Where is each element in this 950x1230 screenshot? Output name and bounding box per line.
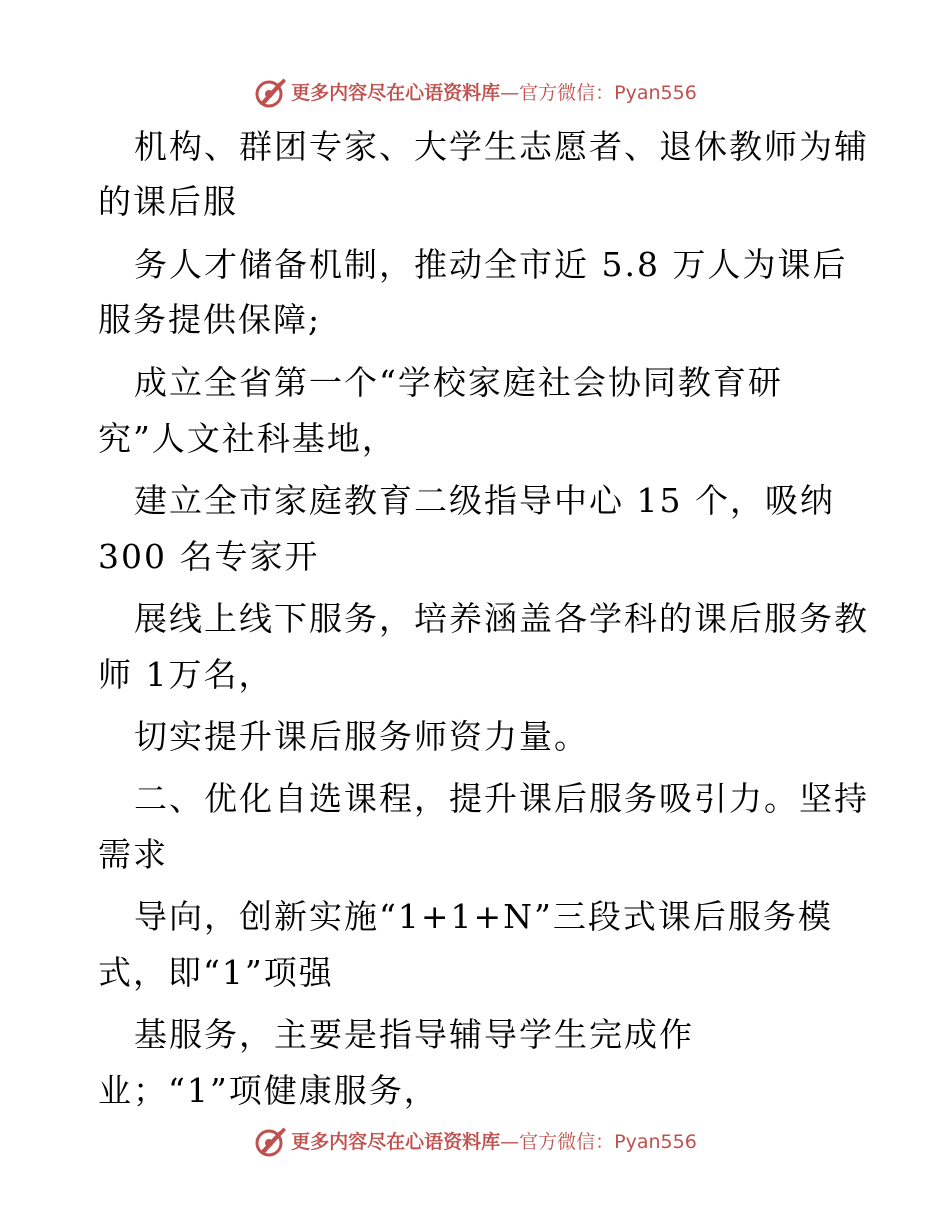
text-line: 展线上线下服务，培养涵盖各学科的课后服务教: [134, 599, 869, 638]
quill-pen-logo-icon: [253, 74, 289, 110]
text-line: 式，即“1”项强: [98, 953, 334, 992]
text-line: 300 名专家开: [98, 537, 320, 576]
text-line: 建立全市家庭教育二级指导中心 15 个，吸纳: [134, 481, 835, 520]
quill-pen-logo-icon: [253, 1123, 289, 1159]
text-line: 基服务，主要是指导辅导学生完成作: [134, 1015, 694, 1054]
watermark-text: 更多内容尽在心语资料库—官方微信：Pyan556: [291, 81, 697, 104]
text-line: 服务提供保障;: [98, 300, 322, 339]
text-line: 务人才储备机制，推动全市近 5.8 万人为课后: [134, 245, 848, 284]
header-watermark: [0, 71, 950, 111]
watermark-text: 更多内容尽在心语资料库—官方微信：Pyan556: [291, 1130, 697, 1153]
text-line: 需求: [98, 835, 168, 874]
text-line: 机构、群团专家、大学生志愿者、退休教师为辅: [134, 127, 869, 166]
text-line: 的课后服: [98, 182, 238, 221]
text-line: 切实提升课后服务师资力量。: [134, 717, 589, 756]
text-line: 究”人文社科基地，: [98, 419, 397, 458]
footer-watermark: [0, 1120, 950, 1160]
text-line: 二、优化自选课程，提升课后服务吸引力。坚持: [134, 779, 869, 818]
text-line: 导向，创新实施“1+1+N”三段式课后服务模: [134, 897, 833, 936]
text-line: 业；“1”项健康服务，: [98, 1071, 439, 1110]
text-line: 成立全省第一个“学校家庭社会协同教育研: [134, 363, 783, 402]
text-line: 师 1万名，: [98, 655, 274, 694]
